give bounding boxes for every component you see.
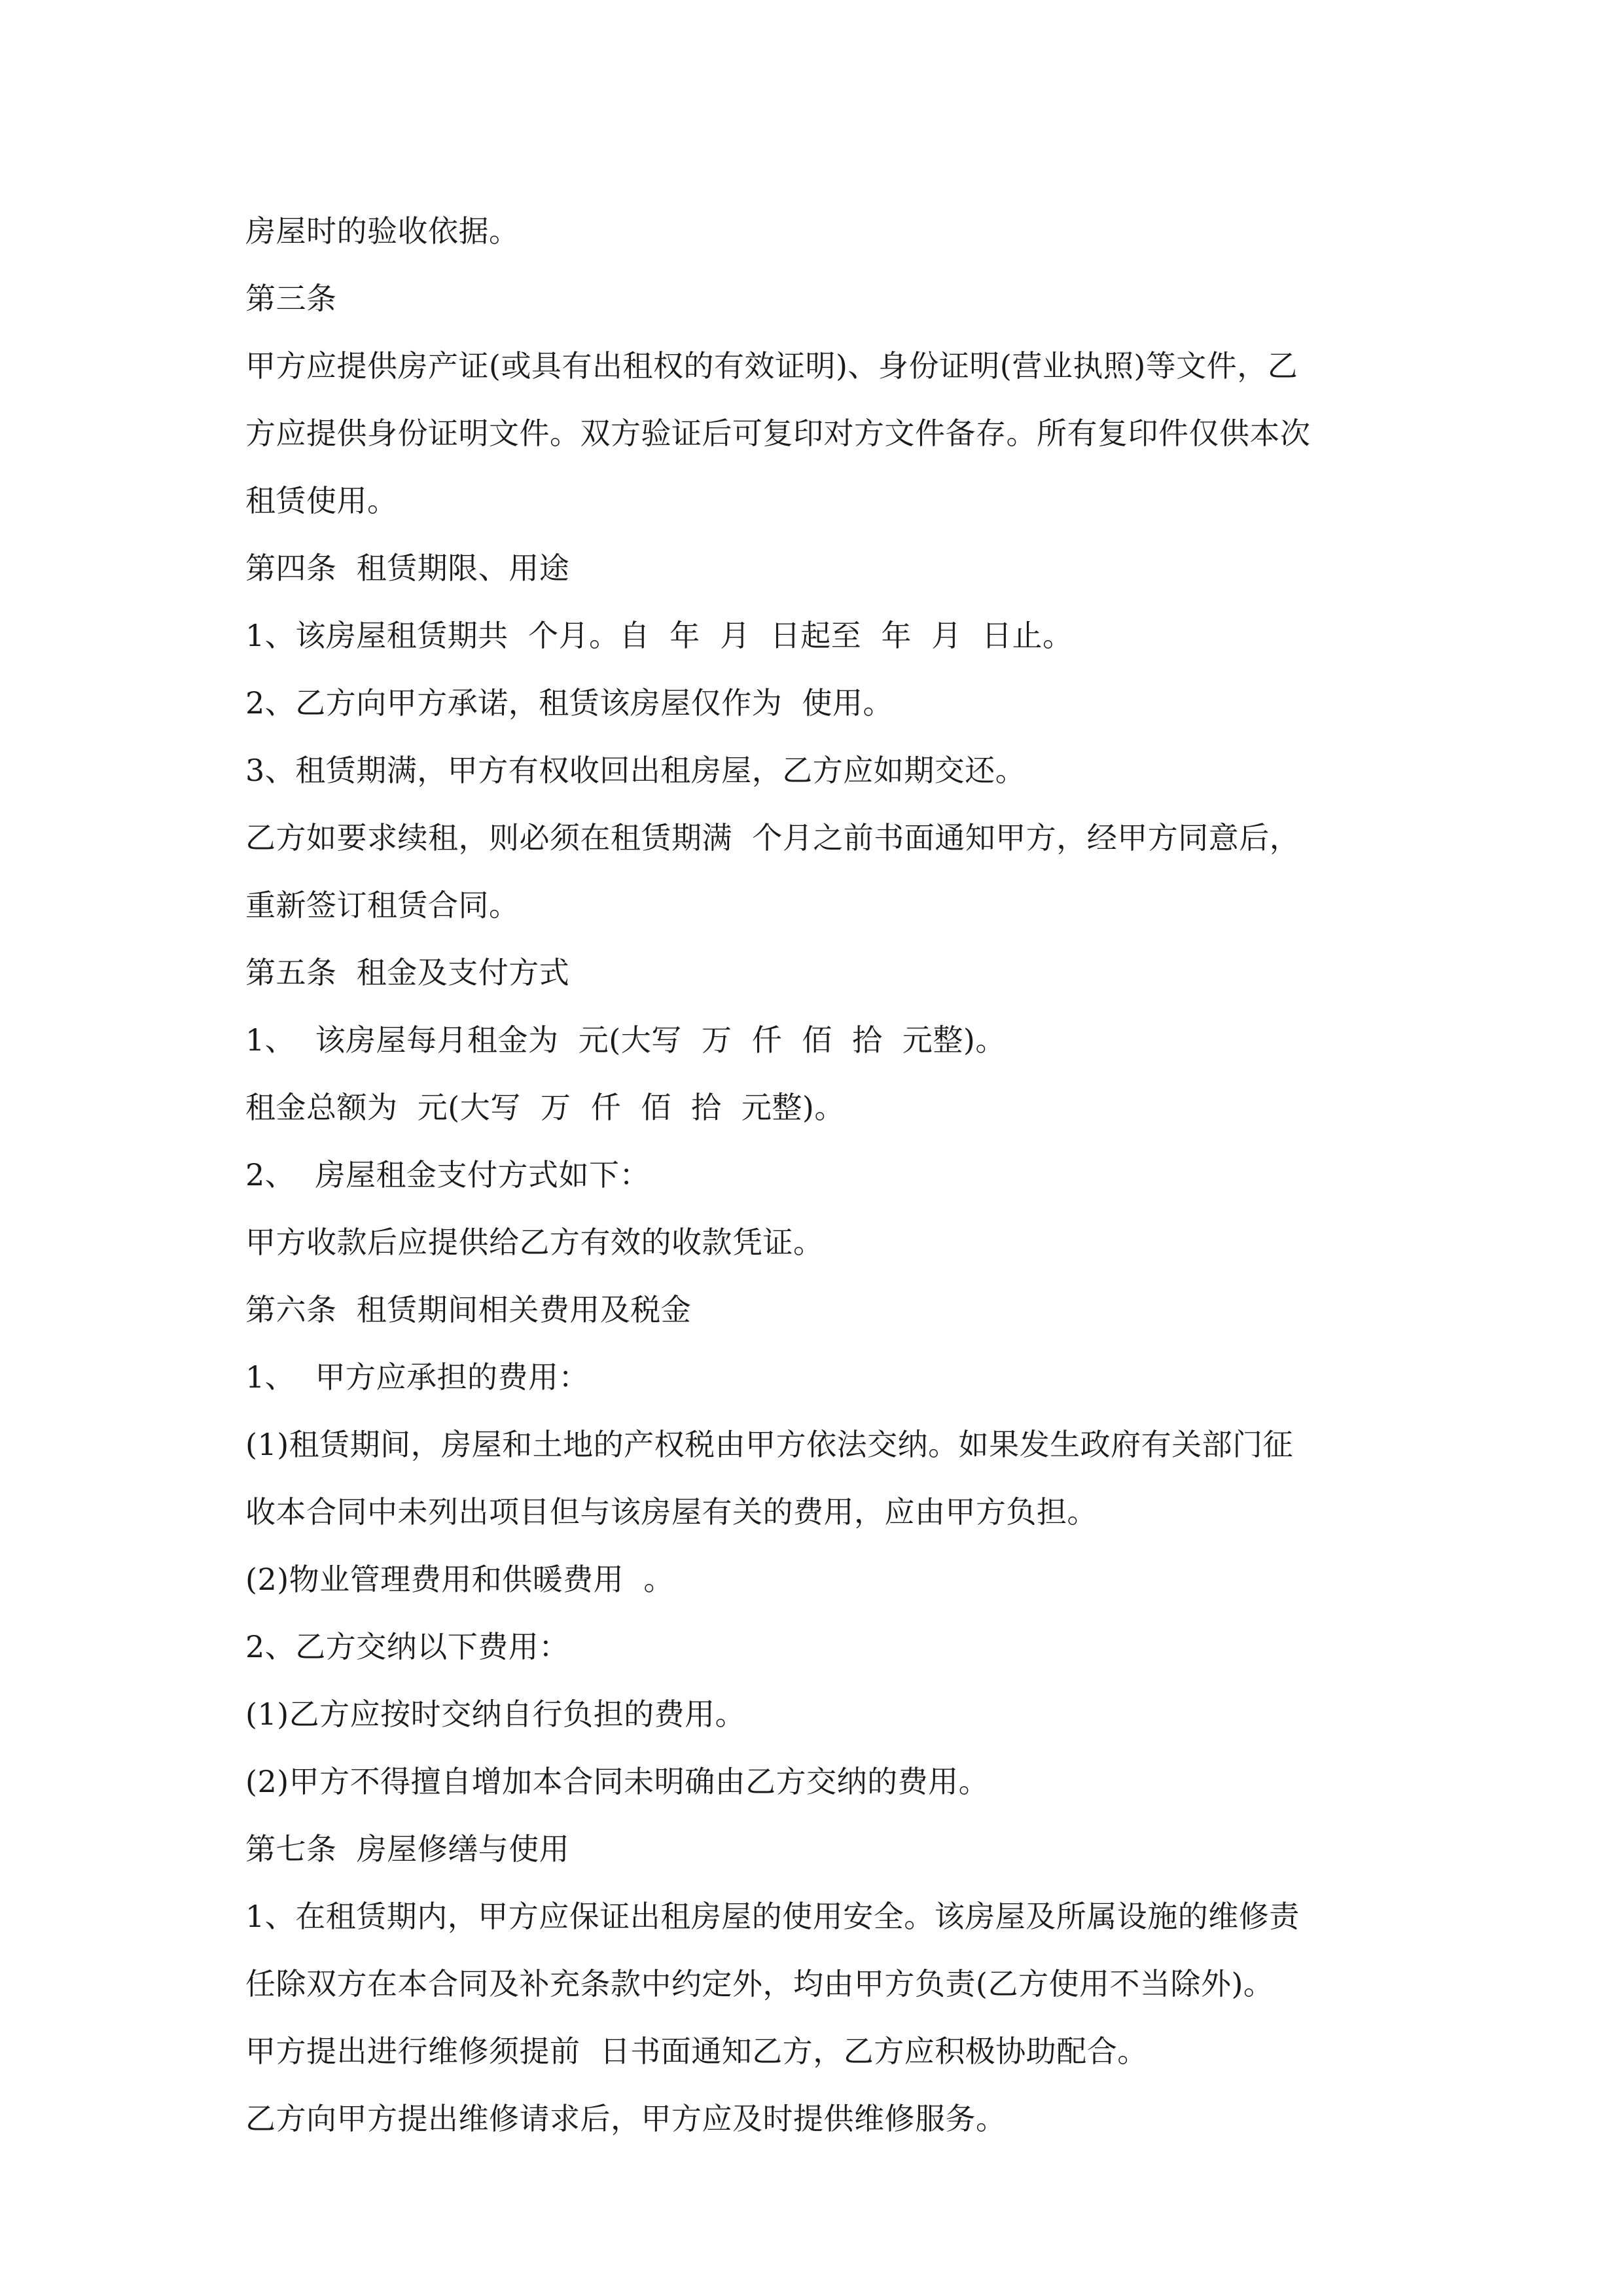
article-heading: 第三条	[245, 281, 337, 316]
text-line: (2)物业管理费用和供暖费用 。	[245, 1562, 674, 1597]
text-line: 任除双方在本合同及补充条款中约定外，均由甲方负责(乙方使用不当除外)。	[245, 1966, 1274, 2001]
text-line: 租赁使用。	[245, 483, 398, 518]
text-line: 1、在租赁期内，甲方应保证出租房屋的使用安全。该房屋及所属设施的维修责	[245, 1899, 1300, 1934]
text-line: (2)甲方不得擅自增加本合同未明确由乙方交纳的费用。	[245, 1764, 990, 1799]
text-line: 1、 该房屋每月租金为 元(大写 万 仟 佰 拾 元整)。	[245, 1022, 1006, 1058]
text-line: 方应提供身份证明文件。双方验证后可复印对方文件备存。所有复印件仅供本次	[245, 416, 1311, 451]
text-line: 房屋时的验收依据。	[245, 213, 520, 249]
text-line: 1、该房屋租赁期共 个月。自 年 月 日起至 年 月 日止。	[245, 618, 1073, 653]
text-line: 1、 甲方应承担的费用：	[245, 1359, 590, 1395]
text-line: 甲方应提供房产证(或具有出租权的有效证明)、身份证明(营业执照)等文件，乙	[245, 348, 1298, 384]
article-heading: 第四条 租赁期限、用途	[245, 550, 570, 586]
article-heading: 第六条 租赁期间相关费用及税金	[245, 1292, 692, 1327]
document-body	[245, 198, 1397, 2153]
text-line: 租金总额为 元(大写 万 仟 佰 拾 元整)。	[245, 1090, 845, 1125]
text-line: 乙方向甲方提出维修请求后，甲方应及时提供维修服务。	[245, 2101, 1007, 2136]
text-line: (1)租赁期间，房屋和土地的产权税由甲方依法交纳。如果发生政府有关部门征	[245, 1427, 1294, 1462]
text-line: 收本合同中未列出项目但与该房屋有关的费用，应由甲方负担。	[245, 1494, 1097, 1530]
text-line: 3、租赁期满，甲方有权收回出租房屋，乙方应如期交还。	[245, 753, 1026, 788]
text-line: 2、 房屋租金支付方式如下：	[245, 1157, 651, 1193]
text-line: 2、乙方向甲方承诺，租赁该房屋仅作为 使用。	[245, 685, 894, 721]
text-line: 乙方如要求续租，则必须在租赁期满 个月之前书面通知甲方，经甲方同意后，	[245, 820, 1300, 855]
article-heading: 第七条 房屋修缮与使用	[245, 1831, 570, 1867]
text-line: 甲方提出进行维修须提前 日书面通知乙方，乙方应积极协助配合。	[245, 2034, 1148, 2069]
text-line: 重新签订租赁合同。	[245, 888, 520, 923]
text-line: (1)乙方应按时交纳自行负担的费用。	[245, 1696, 746, 1732]
article-heading: 第五条 租金及支付方式	[245, 955, 570, 990]
text-line: 2、乙方交纳以下费用：	[245, 1629, 569, 1664]
text-line: 甲方收款后应提供给乙方有效的收款凭证。	[245, 1225, 824, 1260]
